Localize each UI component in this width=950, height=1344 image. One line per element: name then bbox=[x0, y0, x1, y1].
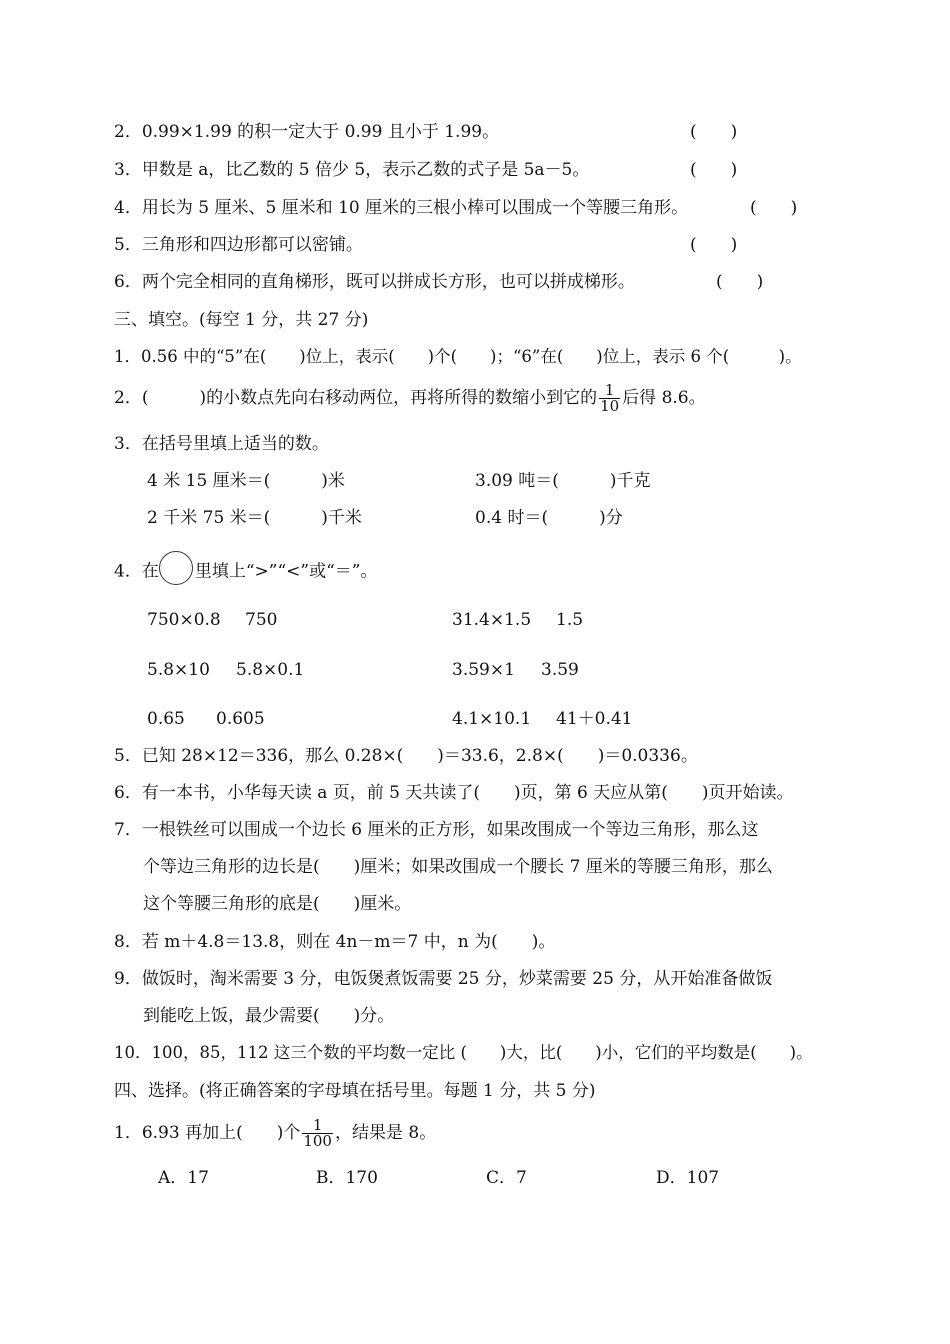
judge-answer-6[interactable]: ( ) bbox=[716, 272, 764, 292]
judge-item-3: 3．甲数是 a，比乙数的 5 倍少 5，表示乙数的式子是 5a－5。 bbox=[114, 160, 590, 180]
fill-q3-item-1: 4 米 15 厘米＝( )米 bbox=[147, 471, 345, 491]
judge-answer-4[interactable]: ( ) bbox=[750, 198, 798, 218]
judge-item-5: 5．三角形和四边形都可以密铺。 bbox=[114, 235, 363, 255]
fill-q9-line2: 到能吃上饭，最少需要( )分。 bbox=[143, 1006, 395, 1026]
compare-4-right: 3.59 bbox=[541, 660, 579, 680]
fill-q4-text-a: 4．在 bbox=[114, 561, 159, 582]
fraction-numerator: 1 bbox=[312, 1116, 323, 1134]
judge-answer-2[interactable]: ( ) bbox=[690, 122, 738, 142]
fill-q2-text-b: 后得 8.6。 bbox=[622, 388, 706, 408]
fill-q7-line3: 这个等腰三角形的底是( )厘米。 bbox=[143, 894, 412, 914]
fill-q3-item-4: 0.4 时＝( )分 bbox=[475, 508, 623, 528]
compare-5-right: 0.605 bbox=[216, 709, 265, 729]
fill-q2-text-a: 2．( )的小数点先向右移动两位，再将所得的数缩小到它的 bbox=[114, 388, 598, 408]
fill-q8: 8．若 m＋4.8＝13.8，则在 4n－m＝7 中，n 为( )。 bbox=[114, 932, 556, 952]
judge-item-4: 4．用长为 5 厘米、5 厘米和 10 厘米的三根小棒可以围成一个等腰三角形。 bbox=[114, 198, 689, 218]
choice-q1-text-b: ，结果是 8。 bbox=[334, 1123, 437, 1143]
fill-q3: 3．在括号里填上适当的数。 bbox=[114, 434, 329, 454]
judge-item-6: 6．两个完全相同的直角梯形，既可以拼成长方形，也可以拼成梯形。 bbox=[114, 272, 635, 292]
option-d[interactable]: D．107 bbox=[656, 1168, 720, 1188]
choice-q1 bbox=[114, 1118, 436, 1149]
fraction-denominator: 100 bbox=[303, 1132, 332, 1150]
compare-3-left: 5.8×10 bbox=[147, 660, 210, 680]
fill-q3-item-3: 2 千米 75 米＝( )千米 bbox=[147, 508, 362, 528]
fill-q6: 6．有一本书，小华每天读 a 页，前 5 天共读了( )页，第 6 天应从第( )页开始读。 bbox=[114, 783, 794, 803]
fill-q5: 5．已知 28×12＝336，那么 0.28×( )＝33.6，2.8×( )＝0.0336。 bbox=[114, 746, 698, 766]
fraction-denominator: 10 bbox=[600, 397, 620, 415]
judge-answer-3[interactable]: ( ) bbox=[690, 160, 738, 180]
fill-q4-text-b: 里填上“>”“<”或“＝”。 bbox=[194, 561, 378, 582]
compare-1-left: 750×0.8 bbox=[147, 610, 221, 630]
comparison-circle-icon bbox=[159, 551, 193, 585]
compare-2-right: 1.5 bbox=[556, 610, 584, 630]
option-b[interactable]: B．170 bbox=[316, 1168, 378, 1188]
fill-q7-line2: 个等边三角形的边长是( )厘米；如果改围成一个腰长 7 厘米的等腰三角形，那么 bbox=[143, 857, 773, 877]
option-c[interactable]: C．7 bbox=[486, 1168, 527, 1188]
compare-5-left: 0.65 bbox=[147, 709, 185, 729]
judge-item-2: 2．0.99×1.99 的积一定大于 0.99 且小于 1.99。 bbox=[114, 122, 500, 142]
compare-3-right: 5.8×0.1 bbox=[236, 660, 305, 680]
compare-2-left: 31.4×1.5 bbox=[452, 610, 532, 630]
compare-1-right: 750 bbox=[245, 610, 278, 630]
section4-title: 四、选择。(将正确答案的字母填在括号里。每题 1 分，共 5 分) bbox=[114, 1081, 596, 1101]
judge-answer-5[interactable]: ( ) bbox=[690, 235, 738, 255]
fraction-numerator: 1 bbox=[604, 381, 615, 399]
fill-q4 bbox=[114, 559, 377, 585]
fill-q1: 1．0.56 中的“5”在( )位上，表示( )个( )；“6”在( )位上，表示 6 个( )。 bbox=[114, 347, 802, 366]
fill-q10: 10．100，85，112 这三个数的平均数一定比 ( )大，比( )小，它们的平均数是( )。 bbox=[114, 1043, 813, 1062]
fill-q9-line1: 9．做饭时，淘米需要 3 分，电饭煲煮饭需要 25 分，炒菜需要 25 分，从开始准备做饭 bbox=[114, 969, 773, 989]
section3-title: 三、填空。(每空 1 分，共 27 分) bbox=[114, 310, 369, 330]
compare-6-left: 4.1×10.1 bbox=[452, 709, 532, 729]
fraction-one-tenth bbox=[599, 383, 620, 414]
fill-q3-item-2: 3.09 吨＝( )千克 bbox=[475, 471, 651, 491]
choice-q1-text-a: 1．6.93 再加上( )个 bbox=[114, 1123, 301, 1143]
compare-6-right: 41＋0.41 bbox=[556, 709, 633, 729]
compare-4-left: 3.59×1 bbox=[452, 660, 515, 680]
fill-q2 bbox=[114, 383, 706, 414]
option-a[interactable]: A．17 bbox=[158, 1168, 209, 1188]
fraction-one-hundredth bbox=[302, 1118, 333, 1149]
fill-q7-line1: 7．一根铁丝可以围成一个边长 6 厘米的正方形，如果改围成一个等边三角形，那么这 bbox=[114, 820, 759, 840]
